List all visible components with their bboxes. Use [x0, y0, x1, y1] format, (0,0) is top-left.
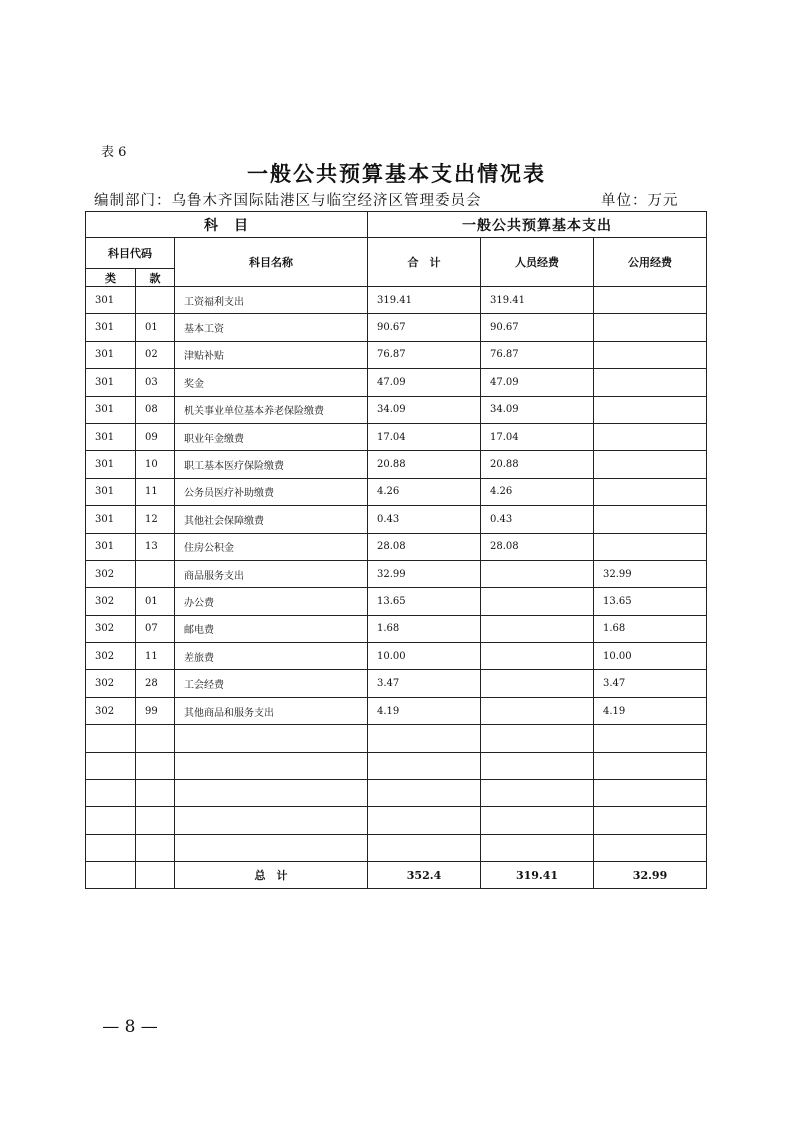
personnel-cell — [481, 834, 594, 861]
subject-name-header: 科目名称 — [175, 238, 368, 287]
total-cell — [368, 807, 481, 834]
personnel-cell: 90.67 — [481, 314, 594, 341]
total-cell: 3.47 — [368, 670, 481, 697]
subject-name-cell: 公务员医疗补助缴费 — [175, 478, 368, 505]
subject-name-cell: 差旅费 — [175, 643, 368, 670]
total-cell: 1.68 — [368, 615, 481, 642]
table-row — [86, 834, 707, 861]
personnel-cell — [481, 697, 594, 724]
item-cell: 12 — [136, 506, 175, 533]
total-cell: 28.08 — [368, 533, 481, 560]
total-header: 合 计 — [368, 238, 481, 287]
public-cell: 3.47 — [594, 670, 707, 697]
personnel-cell: 4.26 — [481, 478, 594, 505]
public-cell — [594, 287, 707, 314]
personnel-cell: 17.04 — [481, 423, 594, 450]
total-cell: 17.04 — [368, 423, 481, 450]
personnel-total-value: 319.41 — [481, 862, 594, 889]
public-cell — [594, 451, 707, 478]
category-cell: 301 — [86, 506, 136, 533]
total-cell: 90.67 — [368, 314, 481, 341]
public-cell — [594, 314, 707, 341]
public-cell: 4.19 — [594, 697, 707, 724]
subject-name-cell — [175, 725, 368, 752]
subject-name-cell: 津贴补贴 — [175, 341, 368, 368]
subject-name-cell: 住房公积金 — [175, 533, 368, 560]
public-cell — [594, 341, 707, 368]
category-cell — [86, 834, 136, 861]
personnel-cell — [481, 560, 594, 587]
header-row-middle — [86, 238, 707, 269]
personnel-cell: 34.09 — [481, 396, 594, 423]
table-row — [86, 560, 707, 587]
total-cell-item — [136, 862, 175, 889]
category-cell: 301 — [86, 533, 136, 560]
subject-name-cell: 办公费 — [175, 588, 368, 615]
category-cell: 301 — [86, 369, 136, 396]
public-cell — [594, 506, 707, 533]
table-row — [86, 780, 707, 807]
public-cell — [594, 780, 707, 807]
subject-name-cell: 邮电费 — [175, 615, 368, 642]
table-row — [86, 588, 707, 615]
subject-name-cell — [175, 807, 368, 834]
category-cell — [86, 807, 136, 834]
budget-table — [85, 211, 707, 889]
subject-name-cell: 职工基本医疗保险缴费 — [175, 451, 368, 478]
item-cell — [136, 287, 175, 314]
table-row — [86, 369, 707, 396]
item-header: 款 — [136, 269, 175, 287]
item-cell: 03 — [136, 369, 175, 396]
public-cell: 13.65 — [594, 588, 707, 615]
public-cell: 32.99 — [594, 560, 707, 587]
item-cell: 11 — [136, 643, 175, 670]
table-row — [86, 725, 707, 752]
personnel-cell — [481, 725, 594, 752]
item-cell: 13 — [136, 533, 175, 560]
public-cell — [594, 478, 707, 505]
table-row — [86, 697, 707, 724]
total-cell: 10.00 — [368, 643, 481, 670]
subject-name-cell — [175, 780, 368, 807]
item-cell — [136, 780, 175, 807]
table-row — [86, 341, 707, 368]
table-row — [86, 478, 707, 505]
public-cell: 10.00 — [594, 643, 707, 670]
total-cell-cat — [86, 862, 136, 889]
personnel-cell: 76.87 — [481, 341, 594, 368]
item-cell: 99 — [136, 697, 175, 724]
grand-total-value: 352.4 — [368, 862, 481, 889]
total-cell: 4.26 — [368, 478, 481, 505]
subject-name-cell: 其他商品和服务支出 — [175, 697, 368, 724]
public-cell — [594, 369, 707, 396]
item-cell: 01 — [136, 588, 175, 615]
table-row — [86, 615, 707, 642]
item-cell: 02 — [136, 341, 175, 368]
personnel-cell: 28.08 — [481, 533, 594, 560]
personnel-cell — [481, 615, 594, 642]
public-cell — [594, 752, 707, 779]
category-cell: 301 — [86, 287, 136, 314]
public-cell — [594, 533, 707, 560]
category-cell: 301 — [86, 314, 136, 341]
personnel-cell — [481, 807, 594, 834]
page-number: — 8 — — [102, 1017, 158, 1037]
public-header: 公用经费 — [594, 238, 707, 287]
total-row — [86, 862, 707, 889]
personnel-cell — [481, 752, 594, 779]
subject-name-cell: 机关事业单位基本养老保险缴费 — [175, 396, 368, 423]
category-cell: 302 — [86, 697, 136, 724]
table-row — [86, 670, 707, 697]
personnel-cell — [481, 588, 594, 615]
header-row-top — [86, 212, 707, 238]
table-row — [86, 752, 707, 779]
item-cell: 01 — [136, 314, 175, 341]
category-cell — [86, 752, 136, 779]
public-cell — [594, 725, 707, 752]
public-cell — [594, 396, 707, 423]
table-row — [86, 807, 707, 834]
subject-name-cell: 商品服务支出 — [175, 560, 368, 587]
total-cell: 76.87 — [368, 341, 481, 368]
total-cell — [368, 725, 481, 752]
category-header: 类 — [86, 269, 136, 287]
category-cell: 302 — [86, 588, 136, 615]
item-cell: 09 — [136, 423, 175, 450]
page-title: 一般公共预算基本支出情况表 — [247, 161, 546, 186]
expense-group-header: 一般公共预算基本支出 — [368, 212, 707, 238]
personnel-cell — [481, 670, 594, 697]
total-cell: 13.65 — [368, 588, 481, 615]
personnel-cell: 319.41 — [481, 287, 594, 314]
personnel-cell: 47.09 — [481, 369, 594, 396]
item-cell — [136, 834, 175, 861]
item-cell: 07 — [136, 615, 175, 642]
total-label: 总 计 — [175, 862, 368, 889]
category-cell: 301 — [86, 341, 136, 368]
personnel-cell: 0.43 — [481, 506, 594, 533]
category-cell: 301 — [86, 451, 136, 478]
public-cell — [594, 423, 707, 450]
table-row — [86, 506, 707, 533]
total-cell: 32.99 — [368, 560, 481, 587]
department-line: 编制部门：乌鲁木齐国际陆港区与临空经济区管理委员会 — [94, 193, 482, 209]
item-cell — [136, 752, 175, 779]
personnel-cell: 20.88 — [481, 451, 594, 478]
item-cell: 11 — [136, 478, 175, 505]
table-row — [86, 423, 707, 450]
subject-name-cell: 基本工资 — [175, 314, 368, 341]
item-cell — [136, 725, 175, 752]
table-row — [86, 287, 707, 314]
subject-name-cell — [175, 834, 368, 861]
category-cell: 302 — [86, 615, 136, 642]
category-cell: 301 — [86, 478, 136, 505]
table-row — [86, 396, 707, 423]
total-cell: 319.41 — [368, 287, 481, 314]
category-cell — [86, 780, 136, 807]
item-cell: 28 — [136, 670, 175, 697]
item-cell: 08 — [136, 396, 175, 423]
total-cell: 34.09 — [368, 396, 481, 423]
item-cell: 10 — [136, 451, 175, 478]
personnel-cell — [481, 780, 594, 807]
subject-name-cell — [175, 752, 368, 779]
total-cell: 47.09 — [368, 369, 481, 396]
public-cell: 1.68 — [594, 615, 707, 642]
subject-name-cell: 其他社会保障缴费 — [175, 506, 368, 533]
subject-name-cell: 工资福利支出 — [175, 287, 368, 314]
category-cell — [86, 725, 136, 752]
subject-name-cell: 工会经费 — [175, 670, 368, 697]
public-total-value: 32.99 — [594, 862, 707, 889]
category-cell: 302 — [86, 560, 136, 587]
public-cell — [594, 807, 707, 834]
total-cell — [368, 752, 481, 779]
table-row — [86, 314, 707, 341]
item-cell — [136, 560, 175, 587]
category-cell: 301 — [86, 423, 136, 450]
total-cell: 0.43 — [368, 506, 481, 533]
total-cell: 20.88 — [368, 451, 481, 478]
subject-header: 科 目 — [86, 212, 368, 238]
subject-code-header: 科目代码 — [86, 238, 175, 269]
public-cell — [594, 834, 707, 861]
subject-name-cell: 职业年金缴费 — [175, 423, 368, 450]
table-row — [86, 643, 707, 670]
category-cell: 302 — [86, 670, 136, 697]
total-cell — [368, 780, 481, 807]
total-cell: 4.19 — [368, 697, 481, 724]
total-cell — [368, 834, 481, 861]
personnel-header: 人员经费 — [481, 238, 594, 287]
table-row — [86, 533, 707, 560]
table-label: 表 6 — [101, 145, 127, 160]
category-cell: 301 — [86, 396, 136, 423]
unit-line: 单位：万元 — [601, 193, 679, 209]
item-cell — [136, 807, 175, 834]
subject-name-cell: 奖金 — [175, 369, 368, 396]
personnel-cell — [481, 643, 594, 670]
category-cell: 302 — [86, 643, 136, 670]
table-row — [86, 451, 707, 478]
